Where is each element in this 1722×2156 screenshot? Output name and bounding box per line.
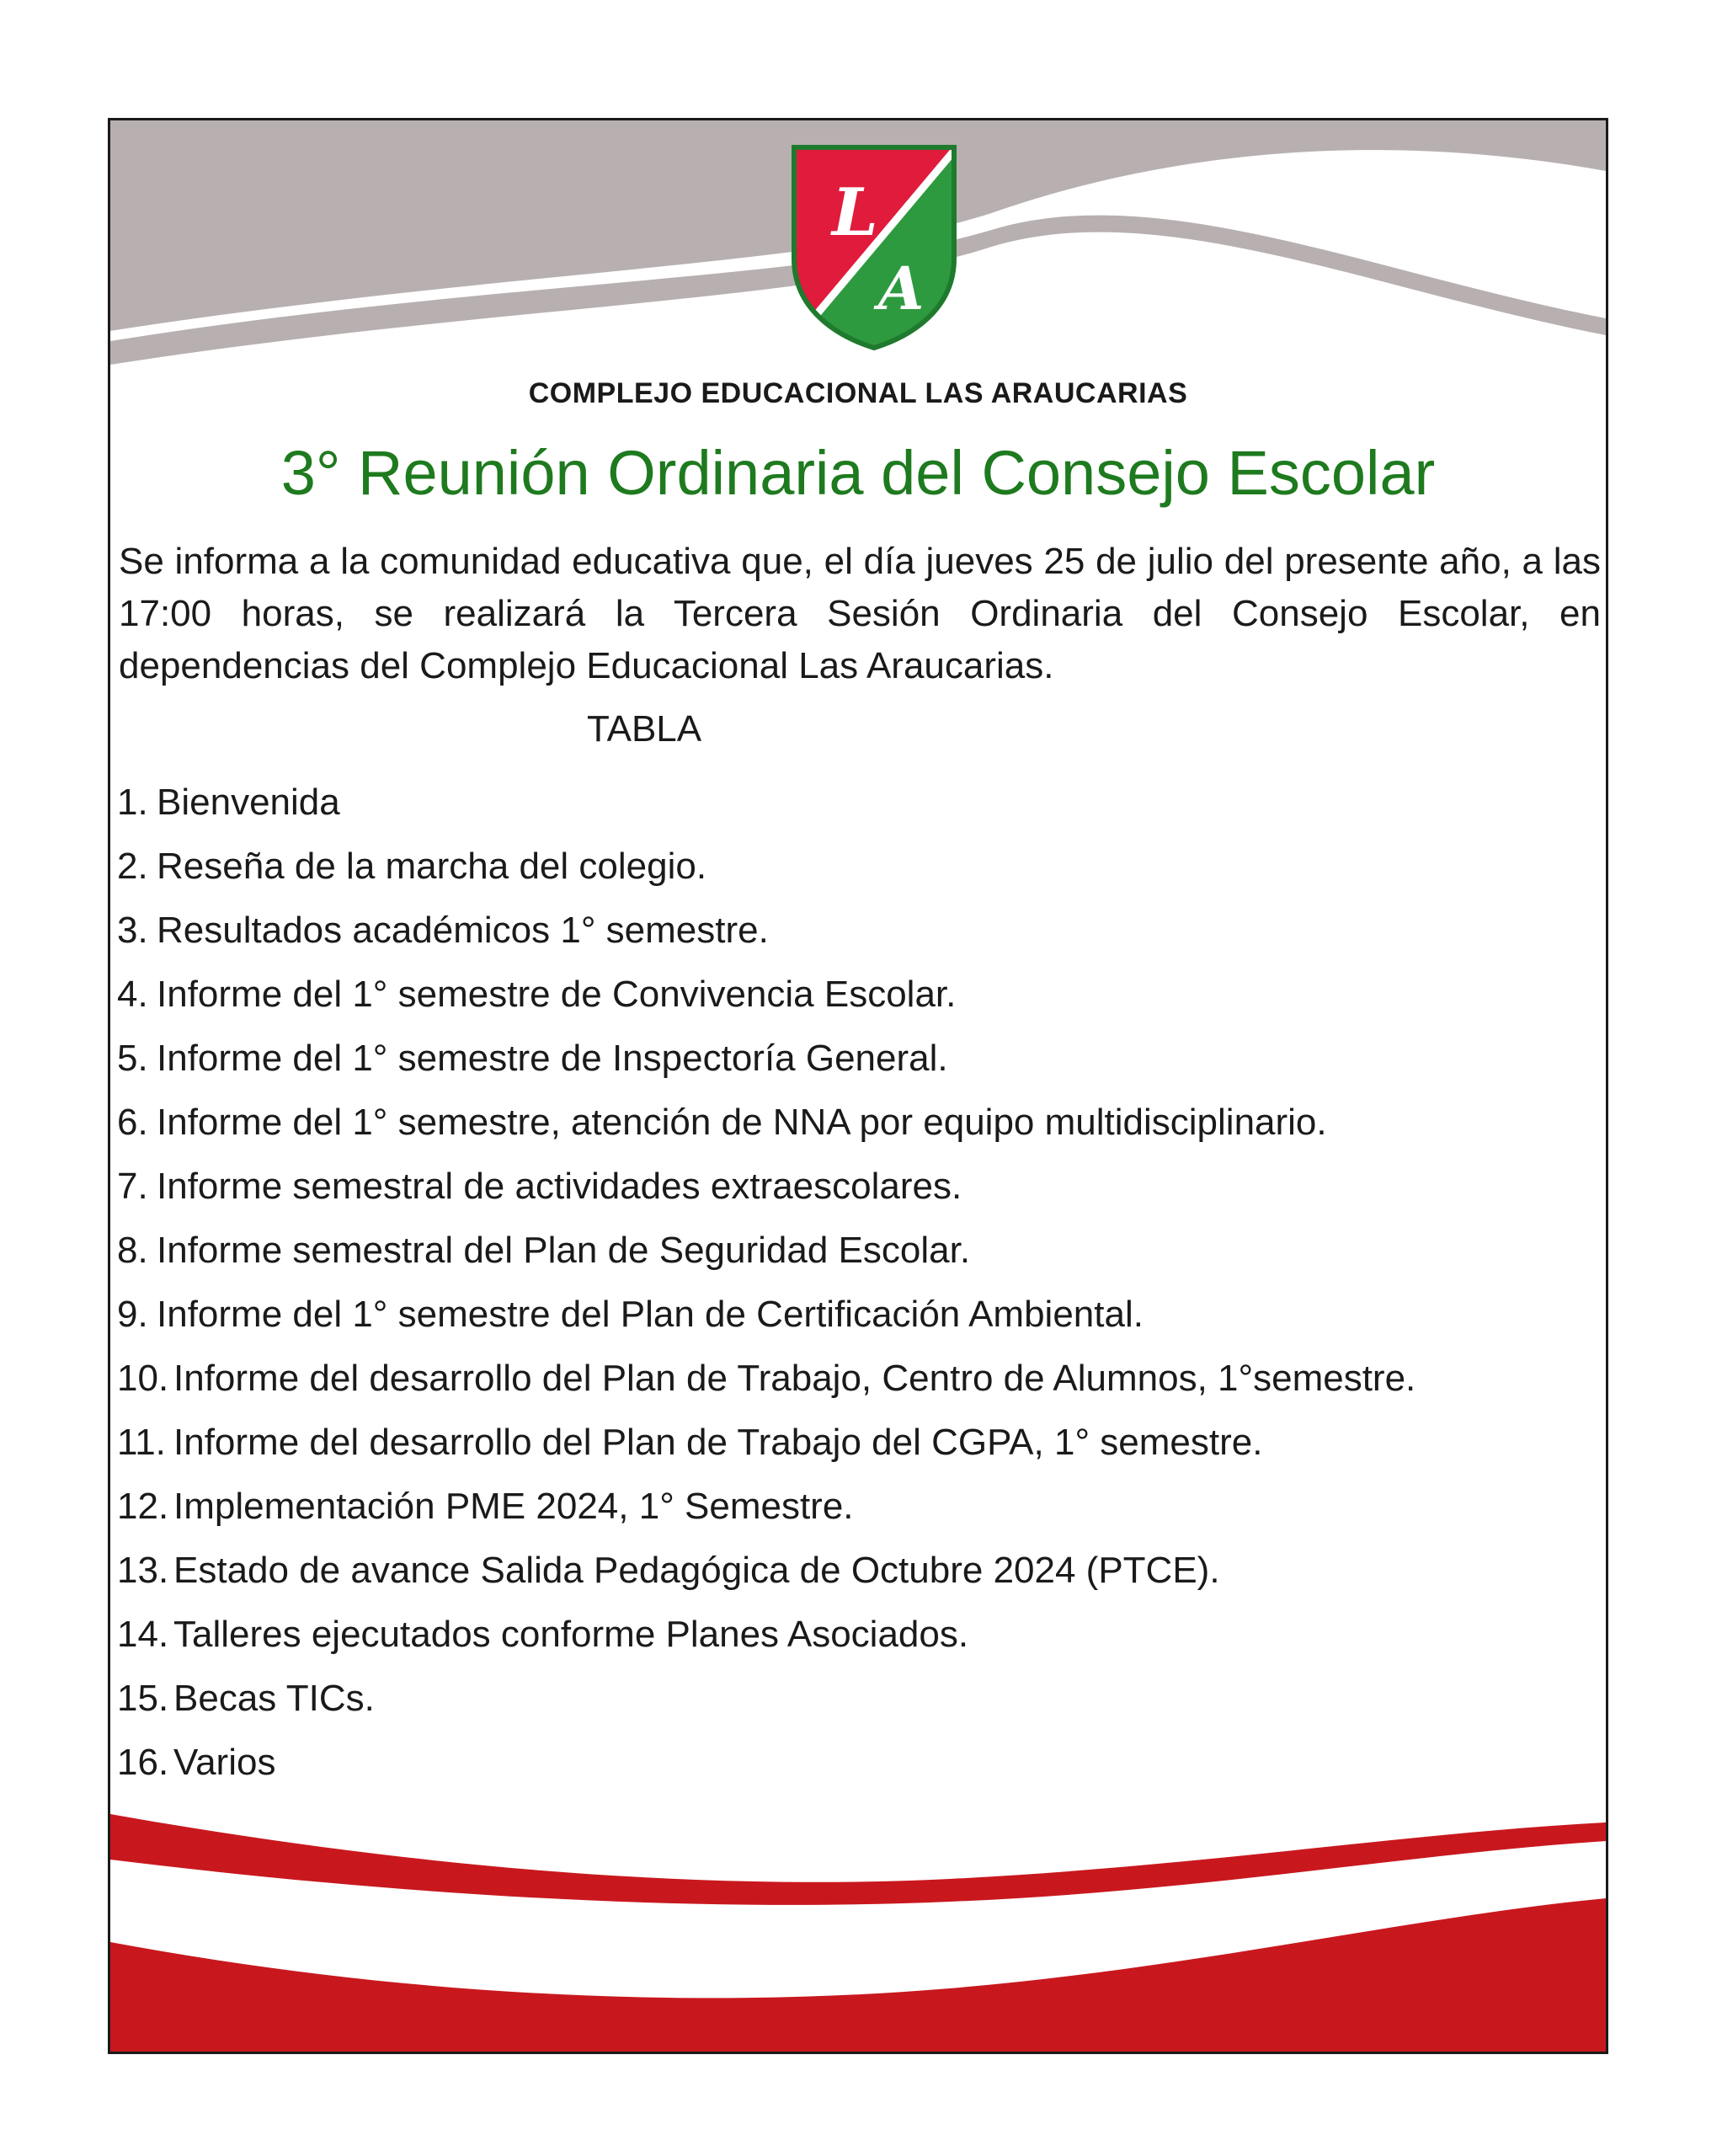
item-text: Implementación PME 2024, 1° Semestre. — [173, 1486, 854, 1527]
school-name: COMPLEJO EDUCACIONAL LAS ARAUCARIAS — [528, 377, 1188, 409]
item-number: 6. — [117, 1102, 148, 1143]
crest-letter-l: L — [832, 174, 878, 251]
list-item — [110, 835, 1415, 899]
flyer-frame — [108, 118, 1608, 2054]
item-number: 12. — [117, 1486, 169, 1527]
item-number: 3. — [117, 910, 148, 951]
item-text: Estado de avance Salida Pedagógica de Octubre 2024 (PTCE). — [173, 1550, 1220, 1591]
item-number: 10. — [117, 1358, 169, 1399]
item-number: 16. — [117, 1742, 169, 1783]
item-text: Informe del 1° semestre del Plan de Certificación Ambiental. — [157, 1294, 1144, 1335]
item-number: 9. — [117, 1294, 148, 1335]
list-item — [110, 1347, 1415, 1411]
item-number: 14. — [117, 1614, 169, 1655]
item-text: Informe del 1° semestre de Inspectoría General. — [157, 1038, 948, 1079]
list-item — [110, 771, 1415, 835]
agenda-list — [110, 771, 1415, 1795]
school-crest — [786, 141, 962, 351]
list-item — [110, 1283, 1415, 1347]
list-item — [110, 1731, 1415, 1795]
item-number: 2. — [117, 846, 148, 887]
list-item — [110, 1155, 1415, 1219]
intro-paragraph: Se informa a la comunidad educativa que, el día jueves 25 de julio del presente año, a las 17:00 horas, se realizará la Tercera Sesión Ordinaria del Consejo Escolar, en dependencias del Complejo Educacional Las Araucarias. — [119, 541, 1601, 686]
list-item — [110, 963, 1415, 1027]
item-number: 11. — [117, 1422, 166, 1463]
item-number: 13. — [117, 1550, 169, 1591]
item-text: Bienvenida — [157, 782, 340, 823]
list-item — [110, 1219, 1415, 1283]
list-item — [110, 1027, 1415, 1091]
item-number: 1. — [117, 782, 148, 823]
list-item — [110, 1539, 1415, 1603]
bottom-wave-decoration — [110, 1799, 1606, 2052]
item-text: Informe del desarrollo del Plan de Trabajo del CGPA, 1° semestre. — [173, 1422, 1263, 1463]
item-text: Informe del 1° semestre, atención de NNA por equipo multidisciplinario. — [157, 1102, 1327, 1143]
page-title: 3° Reunión Ordinaria del Consejo Escolar — [280, 438, 1436, 508]
item-number: 15. — [117, 1678, 169, 1719]
item-text: Informe semestral de actividades extraescolares. — [157, 1166, 962, 1207]
list-item — [110, 1091, 1415, 1155]
item-text: Informe semestral del Plan de Seguridad Escolar. — [157, 1230, 971, 1271]
crest-letter-a: A — [878, 253, 925, 323]
item-text: Informe del desarrollo del Plan de Trabajo, Centro de Alumnos, 1°semestre. — [173, 1358, 1416, 1399]
item-text: Becas TICs. — [173, 1678, 375, 1719]
item-number: 8. — [117, 1230, 148, 1271]
item-text: Reseña de la marcha del colegio. — [157, 846, 707, 887]
list-item — [110, 1603, 1415, 1667]
agenda-title: TABLA — [587, 708, 702, 750]
item-text: Resultados académicos 1° semestre. — [157, 910, 769, 951]
list-item — [110, 1411, 1415, 1475]
list-item — [110, 1475, 1415, 1539]
item-number: 5. — [117, 1038, 148, 1079]
list-item — [110, 899, 1415, 963]
list-item — [110, 1667, 1415, 1731]
item-text: Informe del 1° semestre de Convivencia Escolar. — [157, 974, 957, 1015]
item-text: Varios — [173, 1742, 276, 1783]
item-number: 7. — [117, 1166, 148, 1207]
item-text: Talleres ejecutados conforme Planes Asociados. — [173, 1614, 969, 1655]
item-number: 4. — [117, 974, 148, 1015]
